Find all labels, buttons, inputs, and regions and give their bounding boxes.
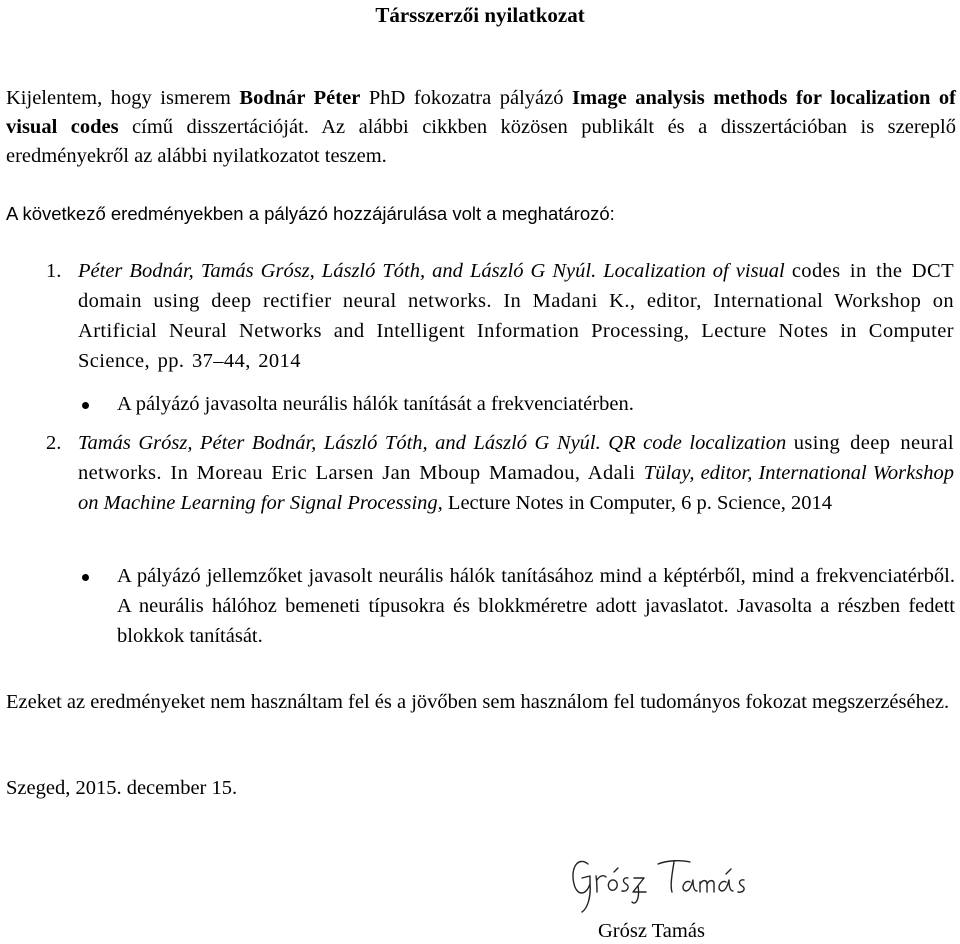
- bullet-text: A pályázó jellemzőket javasolt neurális hálók tanításához mind a képtérből, mind a frekvenciatérből. A neurális hálóhoz bemeneti típusokra és blokkméretre adott javaslatot. Javasolta a részben fedett blokkok tanítását.: [117, 565, 955, 647]
- reference-item: [46, 256, 954, 376]
- reference-venue: In Madani K., editor, International Workshop on Artificial Neural Networks and Intelligent Information Processing, Lecture Notes in Computer Science, pp. 37–44, 2014: [78, 290, 954, 372]
- reference-authors: Péter Bodnár, Tamás Grósz, László Tóth, and László G Nyúl.: [78, 260, 597, 282]
- reference-authors: Tamás Grósz, Péter Bodnár, László Tóth, and László G Nyúl.: [78, 432, 601, 454]
- reference-title-cont: using deep neural networks.: [78, 432, 954, 484]
- reference-venue-italic: Tülay, editor, International Workshop on Machine Learning for Signal Processing,: [78, 462, 954, 514]
- reference-title-cont: codes in the DCT domain using deep rectifier neural networks.: [78, 260, 954, 312]
- contribution-heading: A következő eredményekben a pályázó hozzájárulása volt a meghatározó:: [6, 203, 615, 224]
- intro-text-3: című disszertációját. Az alábbi cikkben közösen publikált és a disszertációban is szereplő eredményekről az alábbi nyilatkozatot teszem.: [6, 116, 956, 167]
- thesis-title: Image analysis methods for localization of visual codes: [6, 87, 957, 138]
- intro-paragraph: [6, 84, 956, 171]
- candidate-name: Bodnár Péter: [239, 87, 361, 109]
- reference-number: 1.: [46, 260, 62, 282]
- reference-item: [46, 428, 954, 518]
- intro-text-2: PhD fokozatra pályázó: [360, 87, 573, 109]
- page-title: Társszerzői nyilatkozat: [375, 3, 585, 27]
- reference-title: Localization of visual: [596, 260, 785, 282]
- contribution-bullet: [117, 561, 955, 651]
- place-date: Szeged, 2015. december 15.: [6, 777, 238, 799]
- bullet-icon: [82, 402, 89, 409]
- handwritten-signature: [566, 846, 756, 916]
- closing-statement: Ezeket az eredményeket nem használtam fel és a jövőben sem használom fel tudományos fokozat megszerzéséhez.: [6, 691, 950, 713]
- reference-number: 2.: [46, 432, 62, 454]
- contribution-bullet: [117, 389, 955, 419]
- bullet-text: A pályázó javasolta neurális hálók tanítását a frekvenciatérben.: [117, 393, 634, 415]
- signer-name: Grósz Tamás: [598, 920, 705, 942]
- reference-venue: In Moreau Eric Larsen Jan Mboup Mamadou, Adali: [161, 462, 644, 484]
- reference-venue-end: Lecture Notes in Computer, 6 p. Science, 2014: [442, 492, 832, 514]
- reference-title: QR code localization: [600, 432, 787, 454]
- bullet-icon: [82, 574, 89, 581]
- intro-text-1: Kijelentem, hogy ismerem: [6, 87, 240, 109]
